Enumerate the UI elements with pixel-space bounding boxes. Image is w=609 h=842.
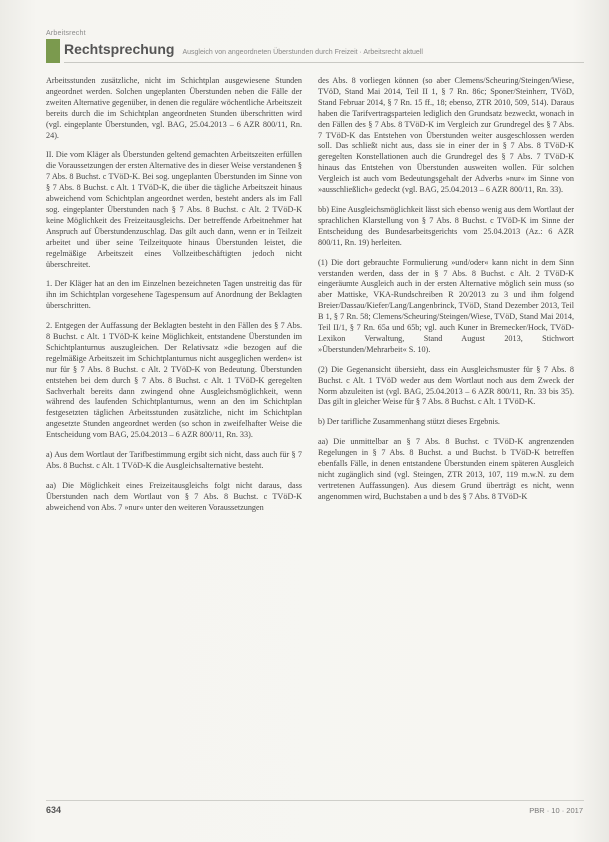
footer-divider [46,800,584,801]
page-number: 634 [46,805,62,815]
paragraph: a) Aus dem Wortlaut der Tarifbestimmung ergibt sich nicht, dass auch für § 7 Abs. 8 Buchst. c Alt. 1 TVöD-K die Ausgleichsalternative besteht. [46,450,302,470]
paragraph: Arbeitsstunden zusätzliche, nicht im Schichtplan ausgewiesene Stunden angeordnet werden. Solchen ungeplanten Überstunden neben die Fälle der zweiten Alternative gegenüber, in denen die reguläre wöchentliche Arbeitszeit bereits durch die im Schichtplan angeordneten Stunden überschritten wird (vgl. eingeplante Überstunden, vgl. BAG, 25.04.2013 – 6 AZR 800/11, Rn. 24). [46,76,302,140]
paragraph: (2) Die Gegenansicht übersieht, dass ein Ausgleichsmuster für § 7 Abs. 8 Buchst. c Alt. 1 TVöD weder aus dem Wortlaut noch aus dem Zweck der Norm abzuleiten ist (vgl. BAG, 25.04.2013 – 6 AZR 800/11, Rn. 33 bis 35). Das gilt in gleicher Weise für § 7 Abs. 8 Buchst. c Alt. 1 TVöD-K. [318,364,574,407]
paragraph: aa) Die Möglichkeit eines Freizeitausgleichs folgt nicht daraus, dass Überstunden nach dem Wortlaut von § 7 Abs. 8 Buchst. c TVöD-K abweichend von Abs. 7 »nur« unter den weiteren Voraussetzungen [46,480,302,512]
paragraph: bb) Eine Ausgleichsmöglichkeit lässt sich ebenso wenig aus dem Wortlaut der sprachlichen Klarstellung von § 7 Abs. 8 Buchst. c TVöD-K im Sinne der Entscheidung des Bundesarbeitsgerichts vom 25.04.2013 (Az.: 6 AZR 800/11, Rn. 19) herleiten. [318,204,574,247]
issue-label: PBR · 10 · 2017 [529,806,583,815]
paragraph: 2. Entgegen der Auffassung der Beklagten besteht in den Fällen des § 7 Abs. 8 Buchst. c Alt. 1 TVöD-K keine Möglichkeit, entstandene Überstunden im Schichtplanturnus auszugleichen. Der Relativsatz »die bezogen auf die regelmäßige Arbeitszeit im Schichtplanturnus nicht ausgeglichen werden« ist nur für § 7 Abs. 8 Buchst. c Alt. 2 TVöD-K von Bedeutung. Überstunden entstehen bei dem durch § 7 Abs. 8 Buchst. c Alt. 1 TVöD-K geregelten Sachverhalt bereits dann zwingend ohne Ausgleichsmöglichkeit, wenn während des laufenden Schichtplanturnus, wenn an den im Schichtplan festgesetzten täglichen Arbeitsstunden zusätzliche, nicht im Schichtplan angesetzte Stunden angeordnet werden (so schon in zweifelhafter Weise die Entscheidung vom BAG, 25.04.2013 – 6 AZR 800/11, Rn. 33). [46,321,302,440]
right-column [318,76,574,512]
paragraph: 1. Der Kläger hat an den im Einzelnen bezeichneten Tagen unstreitig das für ihn im Schichtplan vorgesehene Tagespensum auf Anordnung der Beklagten überschritten. [46,279,302,311]
section-label: Arbeitsrecht [46,30,86,37]
paragraph: (1) Die dort gebrauchte Formulierung »und/oder« kann nicht in dem Sinn verstanden werden, dass der in § 7 Abs. 8 Buchst. c Alt. 2 TVöD-K eingeräumte Ausgleich auch in der ersten Alternative möglich sein muss (so aber Mattiske, VKA-Rundschreiben R 20/2013 zu 3 und ihm folgend Breier/Dassau/Kiefer/Lang/Langenbrinck, TVöD, Stand Dezember 2013, Teil B 1, § 7 Rn. 58; Clemens/Scheuring/Steingen/Wiese, TVöD, Stand Mai 2014, Teil II/1, § 7 Rn. 65a und 65b; vgl. auch Kuner in Bremecker/Hock, TVöD-Lexikon Verwaltung, Stand August 2013, Stichwort »Überstunden/Mehrarbeit« S. 10). [318,257,574,354]
page-subtitle: Ausgleich von angeordneten Überstunden durch Freizeit · Arbeitsrecht aktuell [182,49,423,56]
page-title: Rechtsprechung [64,41,175,57]
left-column [46,76,302,523]
page-header [64,41,584,59]
paragraph: des Abs. 8 vorliegen können (so aber Clemens/Scheuring/Steingen/Wiese, TVöD, Stand Mai 2014, Teil II 1, § 7 Rn. 86c; Sponer/Steinherr, TVöD, Stand Februar 2014, § 7 Rn. 15 ff., 18; ebenso, ZTR 2010, 509, 514). Daraus haben die Tarifvertragsparteien lediglich den Grundsatz bezweckt, wonach in den Fällen des § 7 Abs. 8 TVöD-K im Vergleich zur Grundregel des § 7 Abs. 7 TVöD-K das Entstehen von Überstunden weiter ausgeschlossen werden soll. Das schließt nicht aus, dass sie in einer der in § 7 Abs. 8 TVöD-K geregelten Konstellationen auch die Grundregel des § 7 Abs. 7 TVöD-K hinaus das Entstehen von Überstunden ausweiten wollen. Für solchen Vergleich ist auch vom Bedeutungsgehalt der Adverbs »nur« im Sinne von »ausschließlich« gedeckt (vgl. BAG, 25.04.2013 – 6 AZR 800/11, Rn. 33). [318,76,574,195]
header-divider [64,62,584,63]
paragraph: aa) Die unmittelbar an § 7 Abs. 8 Buchst. c TVöD-K angrenzenden Regelungen in § 7 Abs. 8 Buchst. a und Buchst. b TVöD-K betreffen ebenfalls Fälle, in denen entstandene Überstunden einem späteren Ausgleich nicht zugänglich sind (vgl. Steingen, ZTR 2013, 107, 119 m.w.N. zu dem vertretenen Auffassungen). Aus diesem Grund überträgt es nicht, wenn angenommen wird, Buchstaben a und b des § 7 Abs. 8 TVöD-K [318,437,574,501]
paragraph: II. Die vom Kläger als Überstunden geltend gemachten Arbeitszeiten erfüllen die Voraussetzungen der ersten Alternative des in dieser Weise verstandenen § 7 Abs. 8 Buchst. c TVöD-K. Bei sog. ungeplanten Überstunden im Sinne von § 7 Abs. 8 Buchst. c Alt. 1 TVöD-K, die über die tägliche Arbeitszeit hinaus abweichend vom Schichtplan angeordnet werden, besteht anders als im Fall sog. eingeplanter Überstunden nach § 7 Abs. 8 Buchst. c Alt. 2 TVöD-K keine Möglichkeit des Freizeitausgleichs. Der betreffende Arbeitnehmer hat Anspruch auf Überstundenzuschlag. Das gilt auch dann, wenn er in Teilzeit arbeitet und über seine Teilzeitquote hinaus Überstunden leistet, die regelmäßige Arbeitszeit eines Vollzeitbeschäftigten jedoch nicht überschreitet. [46,150,302,269]
paragraph: b) Der tarifliche Zusammenhang stützt dieses Ergebnis. [318,417,500,427]
header-accent-bar [46,39,60,63]
